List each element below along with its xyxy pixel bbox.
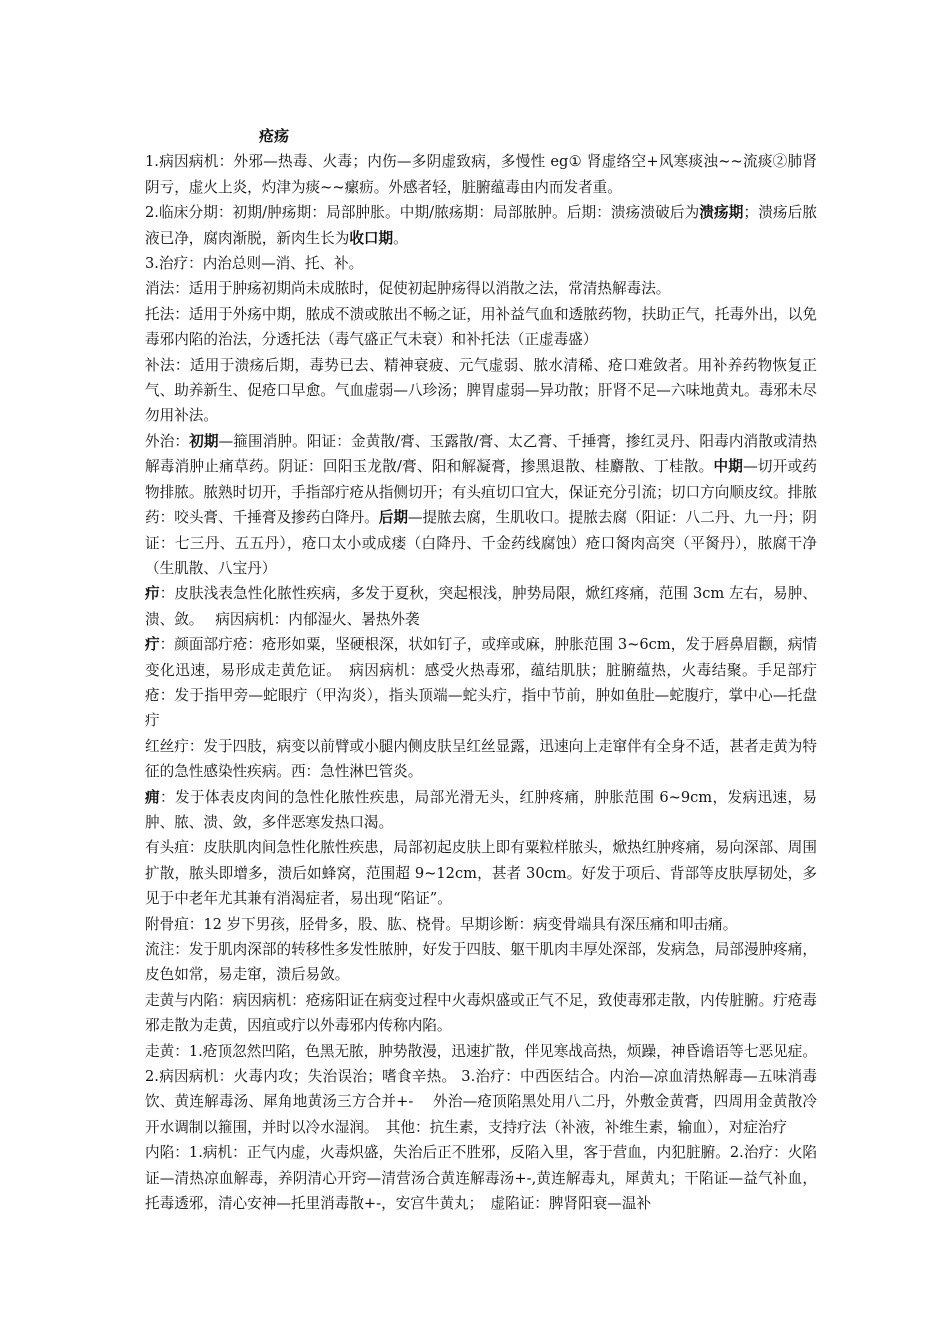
paragraph-text: —切开或药物排脓。脓熟时切开，手指部疔疮从指侧切开；有头疽切口宜大，保证充分引流；切口方向顺皮纹。排脓药：咬头膏、千捶膏及掺药白降丹。 <box>145 458 817 527</box>
paragraph-text: 内陷：1.病机：正气内虚，火毒炽盛，失治后正不胜邪，反陷入里，客于营血，内犯脏腑。2.治疗：火陷证—清热凉血解毒，养阴清心开窍—清营汤合黄连解毒汤+-,黄连解毒丸，犀黄丸；干陷证—益气补血，托毒透邪，清心安神—托里消毒散+-，安宫牛黄丸； 虚陷证：脾肾阳衰—温补 <box>145 1144 817 1213</box>
body-paragraph <box>145 632 817 734</box>
paragraph-text: ：皮肤浅表急性化脓性疾病，多发于夏秋，突起根浅，肿势局限，焮红疼痛，范围 3cm 左右，易肿、溃、敛。 病因病机：内郁湿火、暑热外袭 <box>145 585 817 628</box>
paragraph-text: 3.治疗：内治总则—消、托、补。 <box>145 255 364 273</box>
body-paragraph <box>145 149 817 200</box>
paragraph-text: ：发于体表皮肉间的急性化脓性疾患，局部光滑无头，红肿疼痛，肿胀范围 6~9cm，发病迅速，易肿、脓、溃、敛，多伴恶寒发热口渴。 <box>145 788 817 831</box>
paragraph-text: 消法：适用于肿疡初期尚未成脓时，促使初起肿疡得以消散之法，常清热解毒法。 <box>145 280 671 298</box>
body-paragraph <box>145 200 817 251</box>
paragraph-text: 走黄：1.疮顶忽然凹陷，色黑无脓，肿势散漫，迅速扩散，伴见寒战高热，烦躁，神昏谵语等七恶见症。 2.病因病机：火毒内攻；失治误治；嗜食辛热。 3.治疗：中西医结合。内治—凉血清热解毒—五味消毒饮、黄连解毒汤、犀角地黄汤三方合并+- 外治—疮顶陷黑处用八二丹，外敷金黄膏，四周用金黄散冷开水调制以箍围，并时以冷水湿润。 其他：抗生素，支持疗法（补液，补维生素，输血），对症治疗 <box>145 1042 817 1136</box>
paragraph-text: —提脓去腐，生肌收口。提脓去腐（阳证：八二丹、九一丹；阴证：七三丹、五五丹），疮口太小或成瘘（白降丹、千金药线腐蚀）疮口胬肉高突（平胬丹），脓腐干净（生肌散、八宝丹） <box>145 509 817 577</box>
paragraph-text: 托法：适用于外疡中期，脓成不溃或脓出不畅之证，用补益气血和透脓药物，扶助正气，托毒外出，以免毒邪内陷的治法，分透托法（毒气盛正气未衰）和补托法（正虚毒盛） <box>145 305 817 349</box>
bold-term: 疔 <box>145 636 160 654</box>
body-paragraph <box>145 276 817 301</box>
document-body <box>145 124 817 1216</box>
bold-term: 初期 <box>189 432 219 450</box>
bold-term: 溃疡期 <box>699 204 744 222</box>
bold-term: 痈 <box>145 788 160 806</box>
paragraph-text: 2.临床分期：初期/肿疡期：局部肿胀。中期/脓疡期：局部脓肿。后期：溃疡溃破后为 <box>145 204 700 222</box>
document-title: 疮疡 <box>259 127 290 145</box>
paragraph-text: 附骨疽：12 岁下男孩，胫骨多，股、肱、桡骨。早期诊断：病变骨端具有深压痛和叩击痛。 <box>145 915 738 933</box>
bold-term: 疖 <box>145 585 160 603</box>
body-paragraph <box>145 912 817 937</box>
paragraph-text: 流注：发于肌肉深部的转移性多发性脓肿，好发于四肢、躯干肌肉丰厚处深部，发病急，局部漫肿疼痛，皮色如常，易走窜，溃后易敛。 <box>145 941 817 984</box>
body-paragraph <box>145 785 817 836</box>
body-paragraph <box>145 988 817 1039</box>
body-paragraph <box>145 835 817 911</box>
paragraph-text: 1.病因病机：外邪—热毒、火毒；内伤—多阴虚致病，多慢性 eg① 肾虚络空+风寒痰浊~~流痰②肺肾阴亏，虚火上炎，灼津为痰~~瘰疬。外感者轻，脏腑蕴毒由内而发者重。 <box>145 153 817 196</box>
paragraph-text: —箍围消肿。阳证：金黄散/膏、玉露散/膏、太乙膏、千捶膏，掺红灵丹、阳毒内消散或清热解毒消肿止痛草药。阴证：回阳玉龙散/膏、阳和解凝膏，掺黑退散、桂麝散、丁桂散。 <box>145 432 817 476</box>
body-paragraph <box>145 734 817 785</box>
paragraph-text: ：颜面部疔疮：疮形如粟，坚硬根深，状如钉子，或痒或麻，肿胀范围 3~6cm，发于唇鼻眉颧，病情变化迅速，易形成走黄危证。 病因病机：感受火热毒邪，蕴结肌肤；脏腑蕴热，火毒结聚。手足部疔疮：发于指甲旁—蛇眼疔（甲沟炎），指头顶端—蛇头疔，指中节前，肿如鱼肚—蛇腹疔，掌中心—托盘疔 <box>145 636 817 730</box>
bold-term: 后期 <box>378 509 408 527</box>
body-paragraph <box>145 937 817 988</box>
paragraph-text: 。 <box>393 229 408 247</box>
body-paragraph <box>145 302 817 353</box>
bold-term: 收口期 <box>349 229 394 247</box>
paragraph-text: 走黄与内陷：病因病机：疮疡阳证在病变过程中火毒炽盛或正气不足，致使毒邪走散，内传脏腑。疔疮毒邪走散为走黄，因疽或疔以外毒邪内传称内陷。 <box>145 991 817 1035</box>
bold-term: 中期 <box>713 458 744 476</box>
paragraph-text: 补法：适用于溃疡后期，毒势已去、精神衰疲、元气虚弱、脓水清稀、疮口难敛者。用补养药物恢复正气、助养新生、促疮口早愈。气血虚弱—八珍汤；脾胃虚弱—异功散；肝肾不足—六味地黄丸。毒邪未尽勿用补法。 <box>145 356 817 425</box>
body-paragraph <box>145 353 817 429</box>
body-paragraph <box>145 429 817 581</box>
body-paragraph <box>145 251 817 276</box>
body-paragraph <box>145 1140 817 1216</box>
paragraph-text: 有头疽：皮肤肌肉间急性化脓性疾患，局部初起皮肤上即有粟粒样脓头，焮热红肿疼痛，易向深部、周围扩散，脓头即增多，溃后如蜂窝，范围超 9~12cm，甚者 30cm。好发于项后、背部等皮肤厚韧处，多见于中老年尤其兼有消渴症者，易出现“陷证”。 <box>145 839 817 908</box>
body-paragraph <box>145 1039 817 1141</box>
body-paragraph <box>145 581 817 632</box>
paragraph-text: 外治： <box>145 432 190 450</box>
paragraph-text: ；溃疡后脓液已净，腐肉渐脱，新肉生长为 <box>145 204 817 247</box>
paragraph-text: 红丝疔：发于四肢，病变以前臂或小腿内侧皮肤呈红丝显露，迅速向上走窜伴有全身不适，甚者走黄为特征的急性感染性疾病。西：急性淋巴管炎。 <box>145 737 817 781</box>
